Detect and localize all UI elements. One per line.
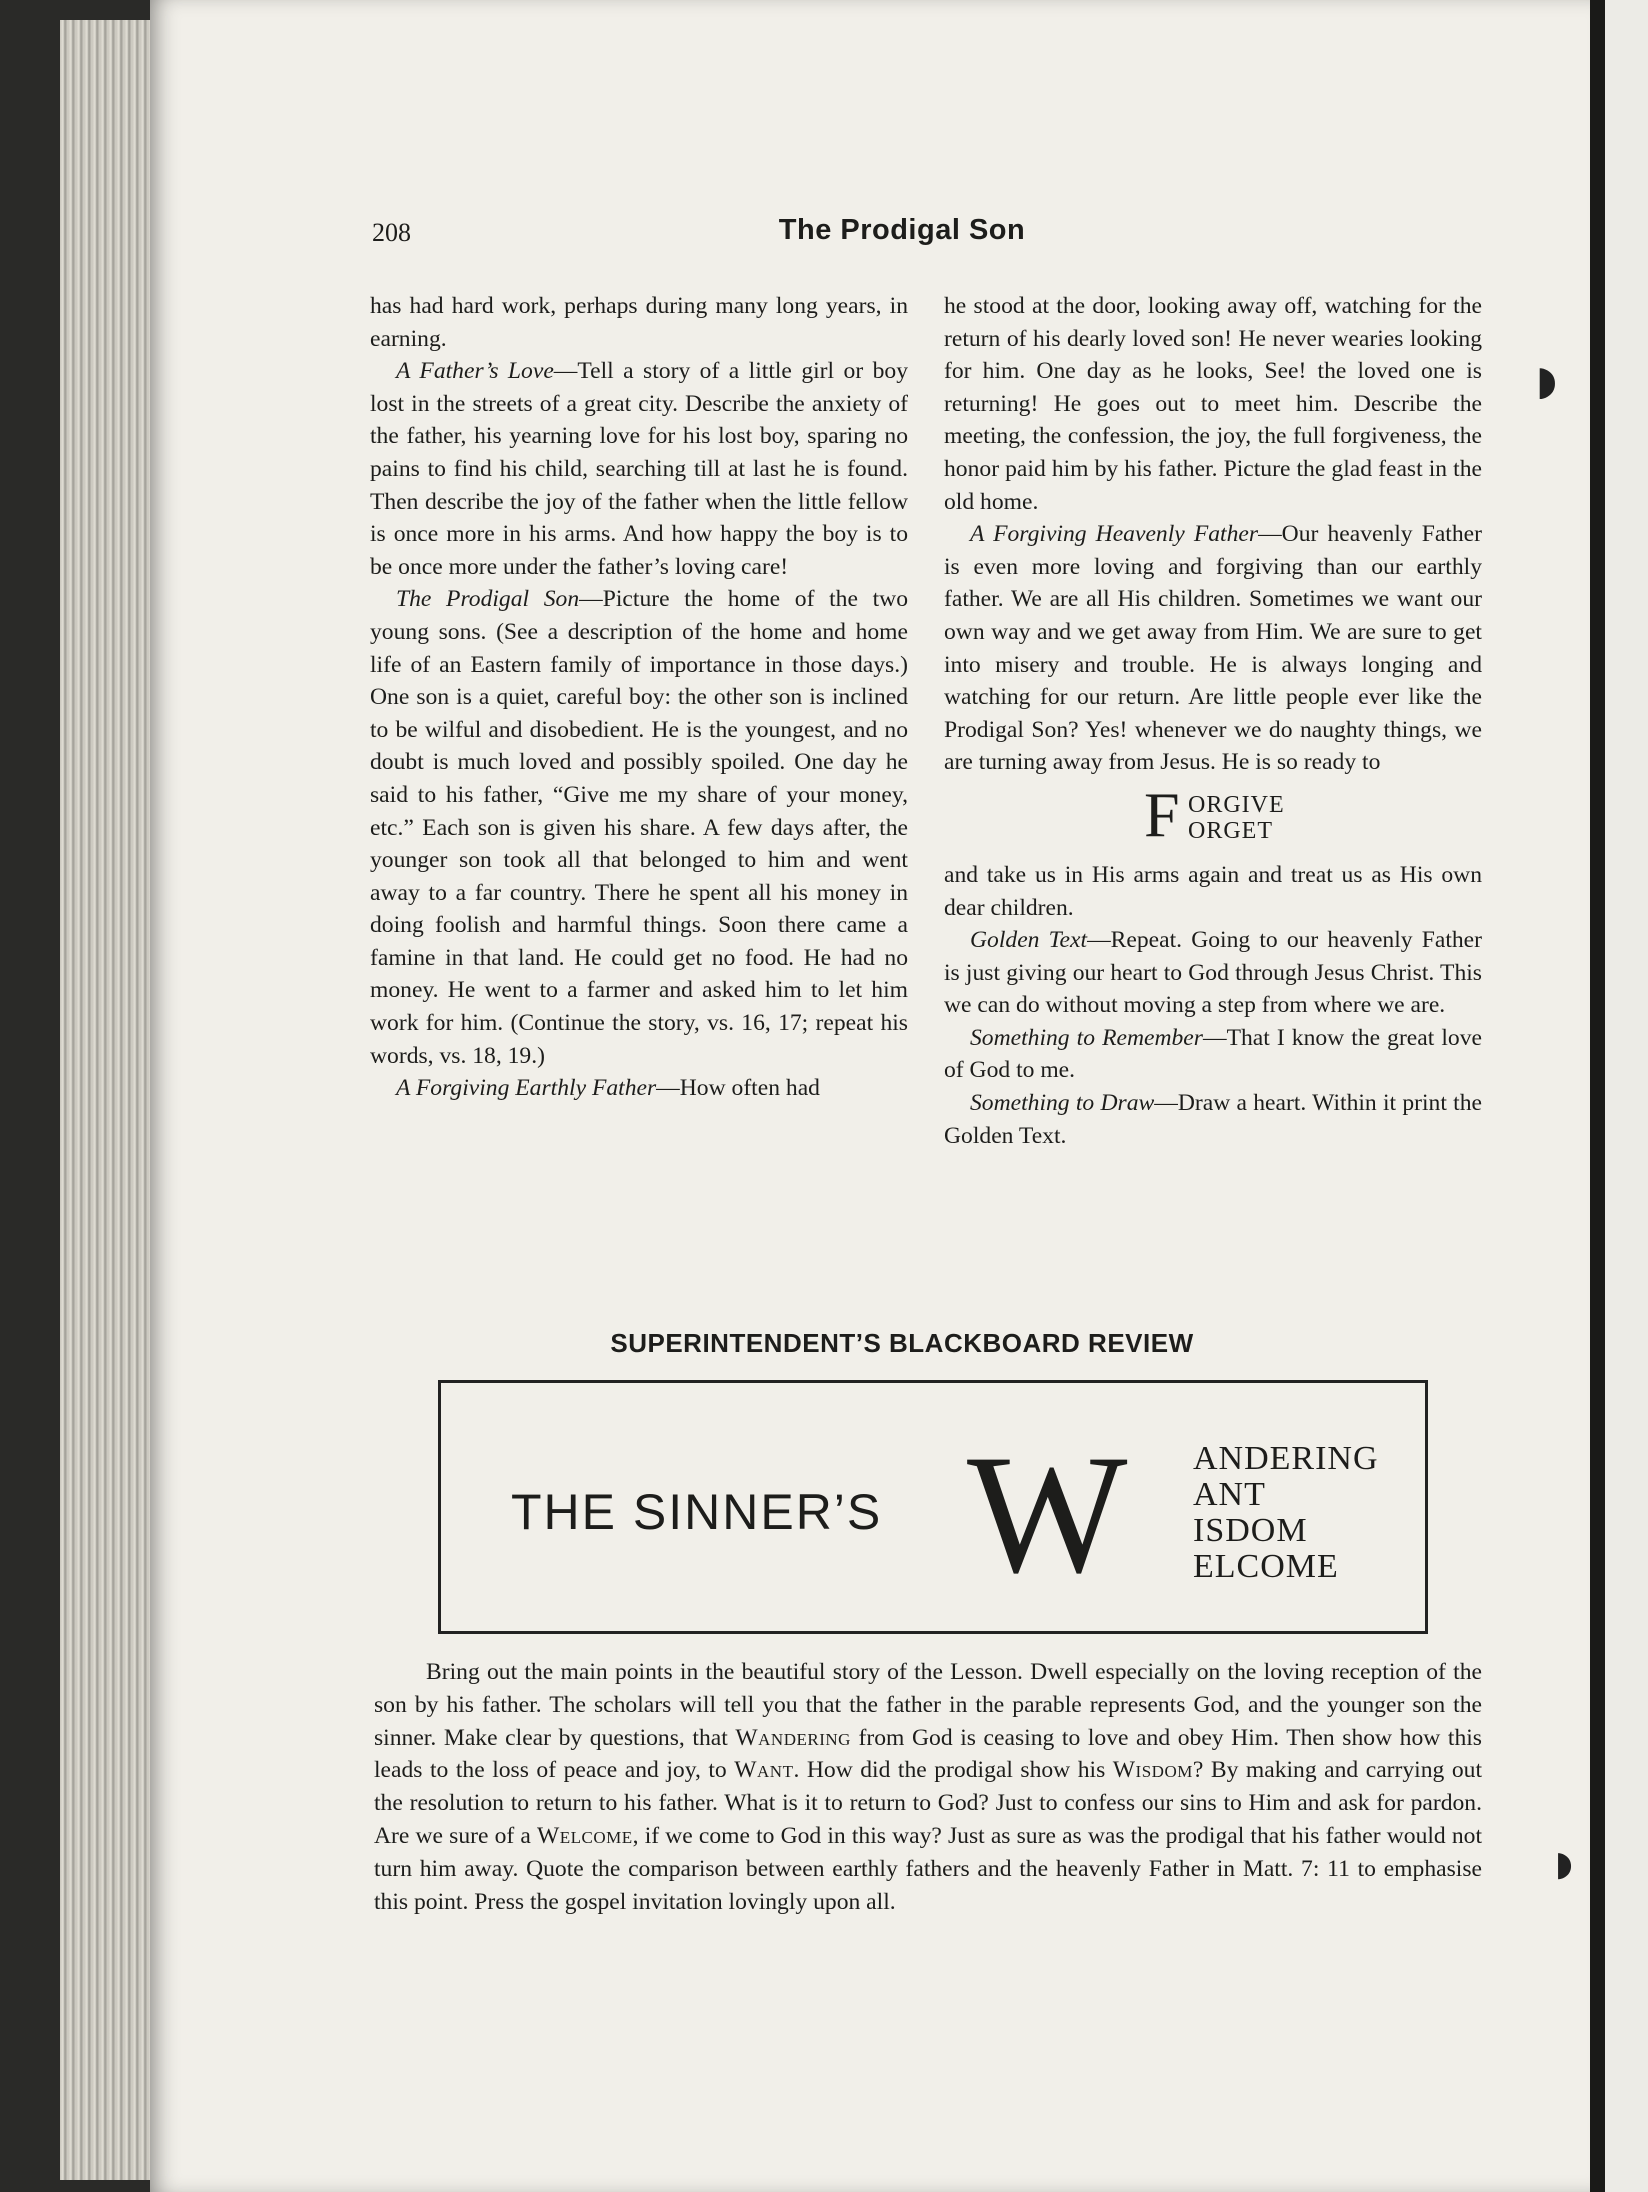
left-column: [370, 290, 908, 1105]
page-header: [372, 214, 1432, 254]
section-lead: A Father’s Love: [396, 358, 554, 385]
review-paragraph: [374, 1656, 1482, 1918]
section-lead: Golden Text: [970, 927, 1088, 954]
forgive-word: ORGIVE: [1188, 791, 1285, 818]
section-lead: The Prodigal Son: [396, 586, 580, 613]
board-initial: W: [967, 1420, 1128, 1608]
keyword: Wisdom: [1112, 1757, 1193, 1784]
keyword: Want: [734, 1757, 794, 1784]
paragraph: A Forgiving Earthly Father—How often had: [396, 1075, 820, 1102]
board-word: ANDERING: [1193, 1440, 1379, 1477]
facing-page-edge: [1605, 0, 1648, 2192]
running-title: The Prodigal Son: [778, 214, 1026, 246]
keyword: Welcome: [537, 1822, 633, 1849]
board-word: ANT: [1193, 1476, 1266, 1513]
forgive-forget-graphic: [944, 778, 1482, 855]
board-word: ISDOM: [1193, 1512, 1308, 1549]
paragraph: A Father’s Love—Tell a story of a little girl or boy lost in the streets of a great city. Describe the anxiety of the father, his yearning love for his lost boy, sparing no pains to find his child, searching till at last he is found. Then describe the joy of the father when the little fellow is once more in his arms. And how happy the boy is to be once more under the father’s loving care!: [370, 358, 908, 580]
section-lead: A Forgiving Earthly Father: [396, 1075, 657, 1102]
paragraph: Golden Text—Repeat. Going to our heavenly Father is just giving our heart to God through Jesus Christ. This we can do without moving a step from where we are.: [944, 927, 1482, 1019]
paragraph: A Forgiving Heavenly Father—Our heavenly Father is even more loving and forgiving than our earthly father. We are all His children. Sometimes we want our own way and we get away from Him. We are sure to get into misery and trouble. He is always longing and watching for our return. Are little people ever like the Prodigal Son? Yes! whenever we do naughty things, we are turning away from Jesus. He is so ready to: [944, 521, 1482, 776]
paragraph: and take us in His arms again and treat us as His own dear children.: [944, 861, 1482, 921]
review-heading: SUPERINTENDENT’S BLACKBOARD REVIEW: [610, 1328, 1194, 1358]
keyword: Wandering: [735, 1724, 851, 1751]
section-lead: A Forgiving Heavenly Father: [970, 521, 1259, 548]
paragraph: Something to Remember—That I know the great love of God to me.: [944, 1024, 1482, 1084]
page-number: 208: [372, 218, 411, 247]
forgive-initial: F: [1144, 778, 1180, 850]
paragraph: Something to Draw—Draw a heart. Within it print the Golden Text.: [944, 1090, 1482, 1149]
paragraph: has had hard work, perhaps during many long years, in earning.: [370, 293, 908, 352]
right-column: [944, 290, 1482, 1152]
board-word: ELCOME: [1193, 1548, 1339, 1585]
paragraph: The Prodigal Son—Picture the home of the two young sons. (See a description of the home and home life of an Eastern family of importance in those days.) One son is a quiet, careful boy: the other son is inclined to be wilful and disobedient. He is the youngest, and no doubt is much loved and possibly spoiled. One day he said to his father, “Give me my share of your money, etc.” Each son is given his share. A few days after, the younger son took all that belonged to him and went away to a far country. There he spent all his money in doing foolish and harmful things. Soon there came a famine in that land. He could get no food. He had no money. He went to a farmer and asked him to let him work for him. (Continue the story, vs. 16, 17; repeat his words, vs. 18, 19.): [370, 586, 908, 1069]
section-lead: Something to Remember: [970, 1024, 1203, 1051]
blackboard-review-box: [438, 1380, 1428, 1634]
board-left-text: THE SINNER’S: [511, 1484, 883, 1540]
forget-word: ORGET: [1188, 817, 1273, 844]
paragraph: he stood at the door, looking away off, watching for the return of his dearly loved son! He never wearies looking for him. One day as he looks, See! the loved one is returning! He goes out to meet him. Describe the meeting, the confession, the joy, the full forgiveness, the honor paid him by his father. Picture the glad feast in the old home.: [944, 293, 1482, 515]
board-word-list: [1193, 1441, 1379, 1585]
punch-hole-mark-icon: ◗: [1555, 1844, 1573, 1884]
section-lead: Something to Draw: [970, 1090, 1155, 1117]
punch-hole-mark-icon: ◗: [1536, 358, 1558, 404]
paragraph: Bring out the main points in the beautiful story of the Lesson. Dwell especially on the loving reception of the son by his father. The scholars will tell you that the father in the parable represents God, and the younger son the sinner. Make clear by questions, that Wandering from God is ceasing to love and obey Him. Then show how this leads to the loss of peace and joy, to Want. How did the prodigal show his Wisdom? By making and carrying out the resolution to return to his father. What is it to return to God? Just to confess our sins to Him and ask for pardon. Are we sure of a Welcome, if we come to God in this way? Just as sure as was the prodigal that his father would not turn him away. Quote the comparison between earthly fathers and the heavenly Father in Matt. 7: 11 to emphasise this point. Press the gospel invitation lovingly upon all.: [374, 1659, 1482, 1915]
